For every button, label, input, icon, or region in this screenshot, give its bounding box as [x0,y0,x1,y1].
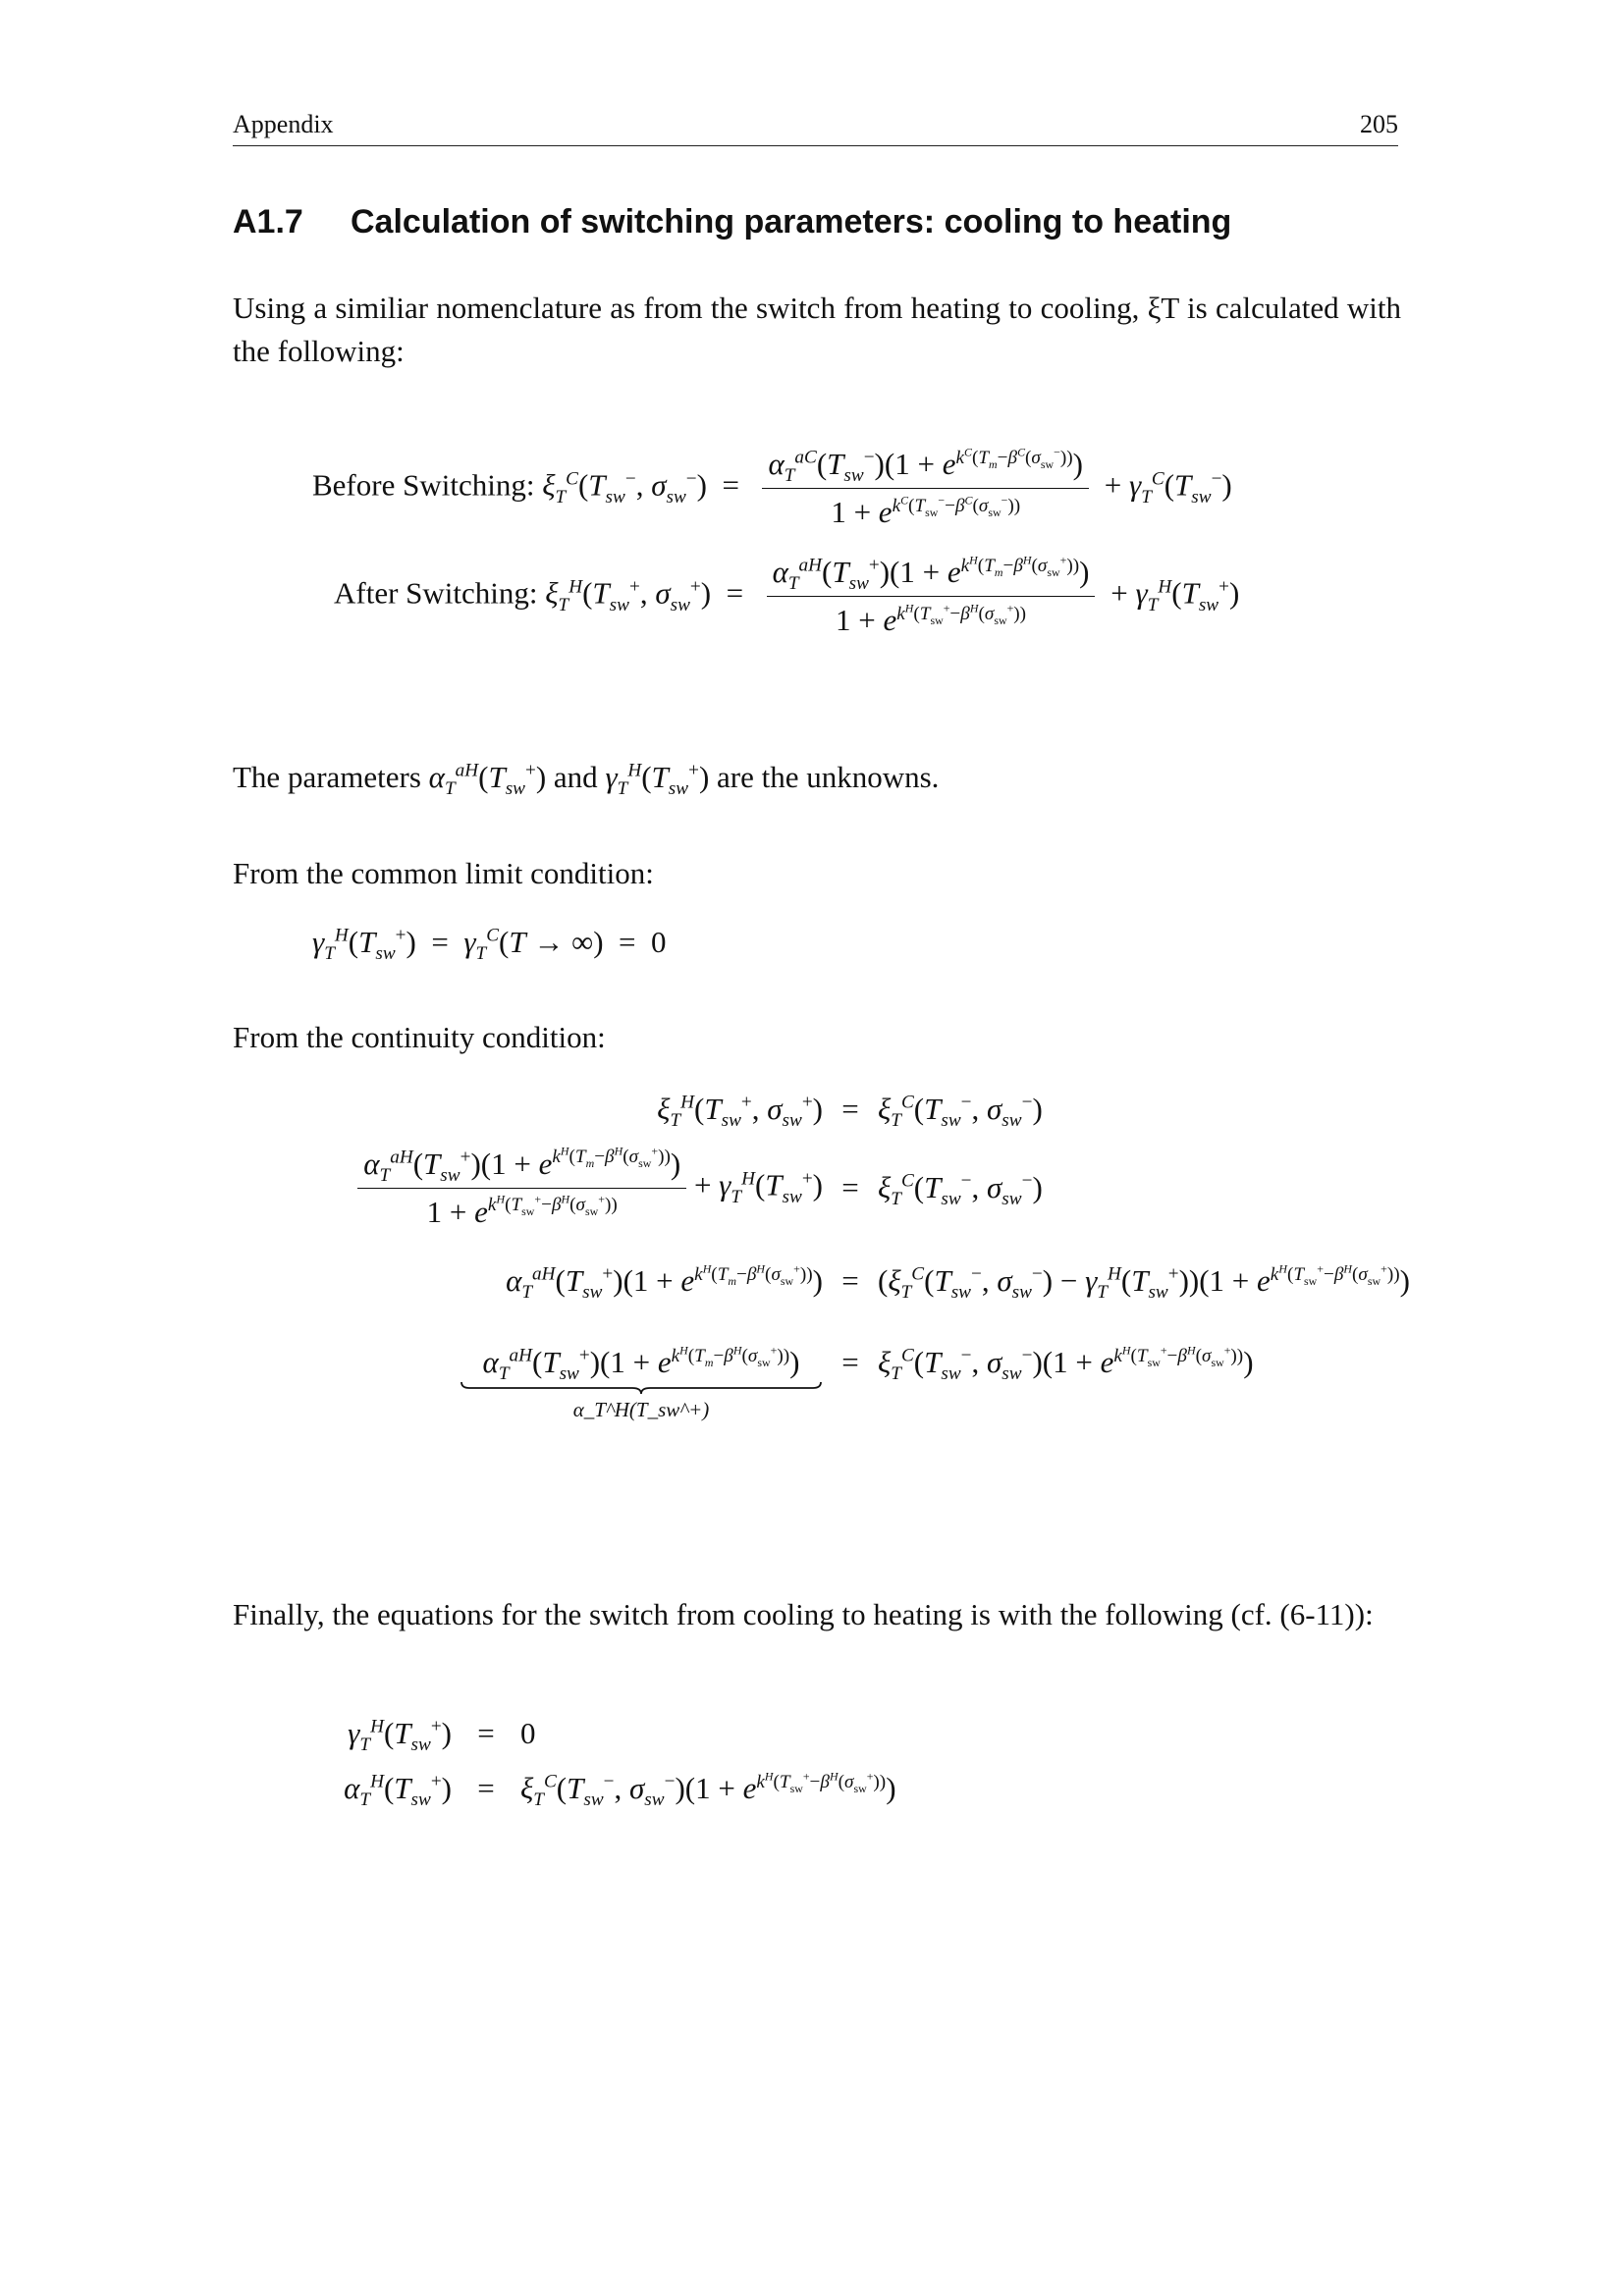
underbrace-label: α_T^H(T_sw^+) [572,1398,710,1421]
underbrace-group: $\alpha_T^{aH}(T_{sw}^+)(1 + e^{k^H(T_m-\beta^H(\sigma_{sw}^+))})$ α_T^H(T_sw^+) [460,1345,823,1422]
continuity-row-2: $\frac{\alpha_T^{aH}(T_{sw}^+)(1 + e^{k^H(T_m-\beta^H(\sigma_{sw}^+))})}{1 + e^{k^H(T_{sw}^+-\beta^H(\sigma_{sw}^+))}}$ + $\gamma_T^H(T_{sw}^+)$ = $\xi_T^C(T_{sw}^-$, $\sigma_{sw}^-$) [312,1139,1441,1237]
running-header [233,110,1398,146]
final-paragraph: Finally, the equations for the switch from cooling to heating is with the following (cf. (6-11)): [233,1597,1374,1631]
final-eq-gamma: $\gamma_T^H(T_{sw}^+)$ = 0 [348,1716,536,1756]
continuity-row-1: $\xi_T^H(T_{sw}^+$, $\sigma_{sw}^+$) = $\xi_T^C(T_{sw}^-$, $\sigma_{sw}^-$) [657,1092,1043,1132]
params-mid: and [553,760,598,794]
header-section: Appendix [233,110,334,138]
page-number: 205 [1360,110,1398,138]
final-equations [334,1706,896,1816]
section-heading [233,203,1231,241]
parameters-paragraph: The parameters $\alpha_T^{aH}(T_{sw}^+)$ and $\gamma_T^H(T_{sw}^+)$ are the unknowns. [233,760,940,800]
underbrace-icon [460,1380,823,1396]
limit-paragraph: From the common limit condition: [233,856,654,890]
continuity-paragraph: From the continuity condition: [233,1020,606,1054]
final-eq-alpha: $\alpha_T^H(T_{sw}^+)$ = $\xi_T^C(T_{sw}^-$, $\sigma_{sw}^-)(1 + e^{k^H(T_{sw}^+-\beta^H(\sigma_{sw}^+))})$ [344,1769,896,1811]
equation-after-switching: After Switching: $\xi_T^H(T_{sw}^+$, $\sigma_{sw}^+$) = $\frac{\alpha_T^{aH}(T_{sw}^+)(1 + e^{k^H(T_m-\beta^H(\sigma_{sw}^+))})}{1 + e^{k^H(T_{sw}^+-\beta^H(\sigma_{sw}^+))}}$ + $\gamma_T^H(T_{sw}^+)$ [334,553,1240,637]
params-post: are the unknowns. [717,760,940,794]
equation-before-switching: Before Switching: $\xi_T^C(T_{sw}^-$, $\sigma_{sw}^-$) = $\frac{\alpha_T^{aC}(T_{sw}^-)(1 + e^{k^C(T_m-\beta^C(\sigma_{sw}^-))})}{1 + e^{k^C(T_{sw}^--\beta^C(\sigma_{sw}^-))}}$ + $\gamma_T^C(T_{sw}^-)$ [312,445,1232,529]
label-before: Before Switching: [312,467,535,503]
params-pre: The parameters [233,760,421,794]
continuity-equations [312,1080,1441,1463]
intro-paragraph: Using a similiar nomenclature as from the switch from heating to cooling, ξT is calculated with the following: [233,291,1401,368]
equation-limit-condition: $\gamma_T^H(T_{sw}^+) = \gamma_T^C(T$ → ∞) = 0 [312,925,667,965]
continuity-row-3: $\alpha_T^{aH}(T_{sw}^+)(1 + e^{k^H(T_m-\beta^H(\sigma_{sw}^+))})$ = ($\xi_T^C(T_{sw}^-$, $\sigma_{sw}^-) - \gamma_T^H(T_{sw}^+))(1 + e^{k^H(T_{sw}^+-\beta^H(\sigma_{sw}^+))})$ [506,1261,1410,1304]
label-after: After Switching: [334,575,538,611]
section-number: A1.7 [233,203,303,240]
continuity-row-4: $\alpha_T^{aH}(T_{sw}^+)(1 + e^{k^H(T_m-\beta^H(\sigma_{sw}^+))})$ α_T^H(T_sw^+) = $\xi_T^C(T_{sw}^-$, $\sigma_{sw}^-)(1 + e^{k^H(T_{sw}^+-\beta^H(\sigma_{sw}^+))})$ [312,1325,1441,1463]
section-title: Calculation of switching parameters: cooling to heating [351,203,1232,240]
